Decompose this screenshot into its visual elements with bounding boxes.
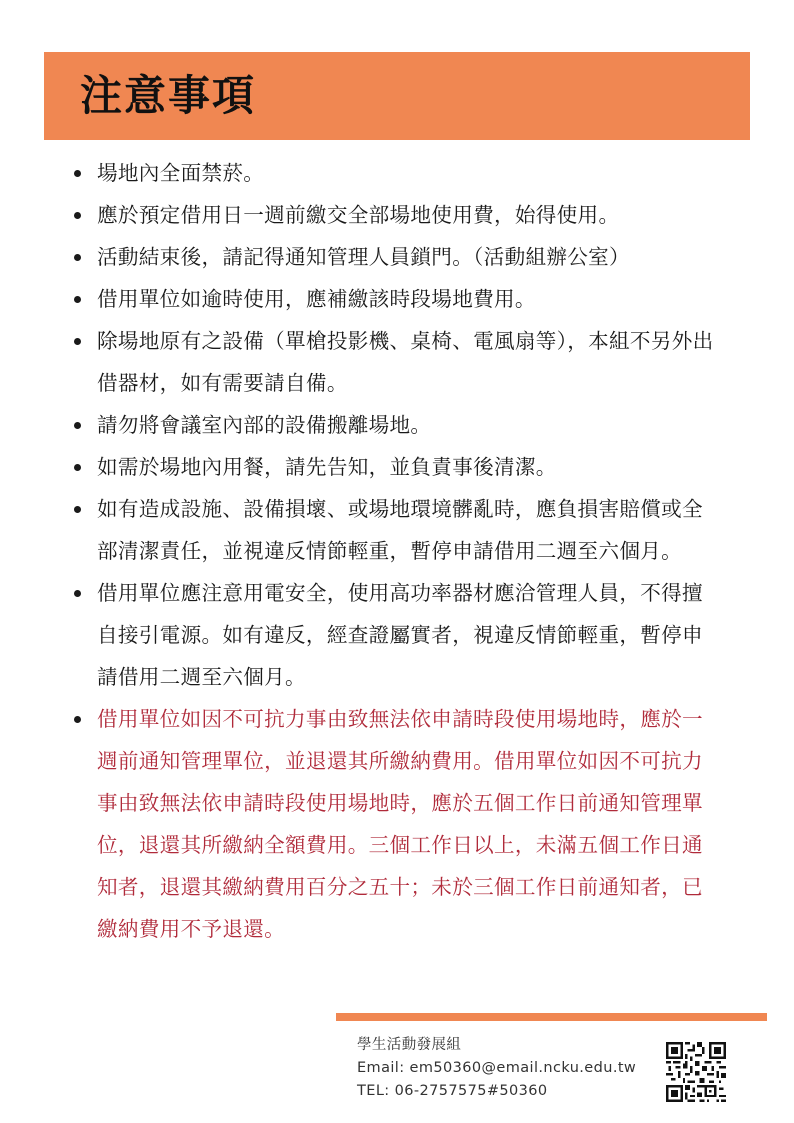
page-header (44, 52, 750, 140)
contact-email: Email: em50360@email.ncku.edu.tw (357, 1060, 637, 1076)
notice-item: 活動結束後，請記得通知管理人員鎖門。（活動組辦公室） (70, 236, 722, 278)
notice-item: 如需於場地內用餐，請先告知，並負責事後清潔。 (70, 446, 722, 488)
contact-tel: TEL: 06-2757575#50360 (357, 1083, 548, 1099)
notice-list (70, 152, 722, 950)
notice-item-refund-policy: 借用單位如因不可抗力事由致無法依申請時段使用場地時，應於一週前通知管理單位，並退還其所繳納費用。借用單位如因不可抗力事由致無法依申請時段使用場地時，應於五個工作日前通知管理單位，退還其所繳納全額費用。三個工作日以上，未滿五個工作日通知者，退還其繳納費用百分之五十；未於三個工作日前通知者，已繳納費用不予退還。 (70, 698, 722, 950)
footer-divider (336, 1013, 767, 1021)
notice-item: 如有造成設施、設備損壞、或場地環境髒亂時，應負損害賠償或全部清潔責任，並視違反情節輕重，暫停申請借用二週至六個月。 (70, 488, 722, 572)
notice-item: 借用單位應注意用電安全，使用高功率器材應洽管理人員，不得擅自接引電源。如有違反，經查證屬實者，視違反情節輕重，暫停申請借用二週至六個月。 (70, 572, 722, 698)
notice-item: 借用單位如逾時使用，應補繳該時段場地費用。 (70, 278, 722, 320)
qr-code-icon (666, 1042, 726, 1102)
notice-item: 應於預定借用日一週前繳交全部場地使用費，始得使用。 (70, 194, 722, 236)
notice-item: 除場地原有之設備（單槍投影機、桌椅、電風扇等），本組不另外出借器材，如有需要請自備。 (70, 320, 722, 404)
org-name: 學生活動發展組 (357, 1037, 462, 1053)
contact-info (357, 1034, 636, 1103)
page-title: 注意事項 (80, 71, 257, 120)
notice-item: 請勿將會議室內部的設備搬離場地。 (70, 404, 722, 446)
notice-item: 場地內全面禁菸。 (70, 152, 722, 194)
